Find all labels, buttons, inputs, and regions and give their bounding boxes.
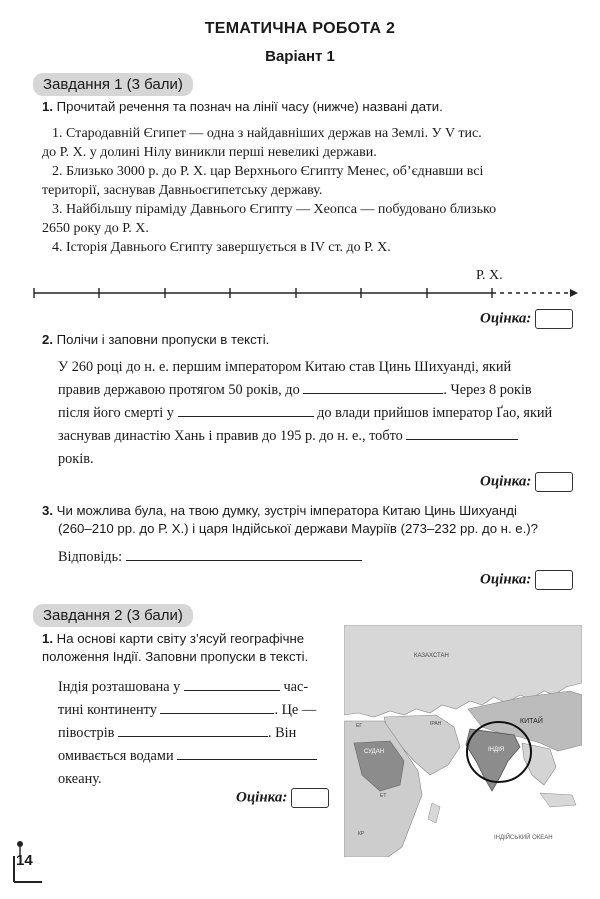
q1-number: 1. — [42, 99, 53, 114]
q1-text: Прочитай речення та познач на лінії часу (нижче) названі дати. — [56, 99, 443, 114]
q2-paragraph — [58, 356, 582, 471]
t2-text: півострів — [58, 725, 115, 741]
t2-fill-line — [58, 676, 338, 699]
task2-badge-wrap — [33, 607, 193, 625]
sentence-line: 2. Близько 3000 р. до Р. Х. цар Верхнього Єгипту Менес, об’єднавши всі — [52, 164, 484, 179]
task2-q1-prompt — [42, 630, 342, 666]
map-svg — [344, 625, 582, 857]
q2-text-part: заснував династію Хань і правив до 195 р. до н. е., тобто — [58, 428, 403, 444]
page-title: ТЕМАТИЧНА РОБОТА 2 — [204, 20, 396, 37]
t2-line: положення Індії. Заповни пропуски в тексті. — [42, 649, 309, 664]
t2-text: . Він — [268, 725, 297, 741]
t2-paragraph — [58, 676, 338, 791]
grade-input[interactable] — [535, 472, 573, 492]
q2-line: У 260 році до н. е. першим імператором Китаю став Цинь Шихуанді, який — [58, 359, 512, 375]
q2-text-part: після його смерті у — [58, 405, 174, 421]
q2-text: Полічи і заповни пропуски в тексті. — [56, 332, 270, 347]
t2-fill-line — [58, 722, 338, 745]
t2-fill-line — [58, 699, 338, 722]
q3-answer — [58, 546, 458, 569]
map-label: КР — [358, 831, 365, 837]
q2-line — [58, 379, 582, 402]
sentence-line: 3. Найбільшу піраміду Давнього Єгипту — Хеопса — побудовано близько — [52, 202, 497, 217]
q2-text-part: до влади прийшов імператор Ґао, який — [317, 405, 553, 421]
map-label: СУДАН — [364, 749, 385, 755]
page-number: 14 — [16, 852, 33, 869]
q1-sentences — [42, 124, 582, 257]
task1-q1-prompt — [42, 98, 582, 116]
variant-label: Варіант 1 — [265, 48, 335, 65]
t2-text: час- — [283, 679, 309, 695]
pin-icon — [17, 841, 23, 847]
map-label: КАЗАХСТАН — [414, 653, 449, 659]
q3-line: (260–210 рр. до Р. Х.) і царя Індійської держави Мауріїв (273–232 рр. до н. е.)? — [58, 521, 539, 536]
blank-continent[interactable] — [160, 699, 274, 714]
grade-t2 — [236, 788, 329, 808]
grade-q3 — [480, 570, 573, 590]
task1-q2-prompt — [42, 331, 582, 349]
q2-text-part: правив державою протягом 50 років, до — [58, 382, 300, 398]
t2-text: тині континенту — [58, 702, 157, 718]
blank-peninsula[interactable] — [118, 722, 268, 737]
blank-year-end[interactable] — [303, 379, 443, 394]
q3-line — [42, 502, 587, 520]
task1-q3-prompt — [42, 502, 587, 538]
grade-q2 — [480, 472, 573, 492]
t2-fill-line — [58, 745, 338, 768]
t2-text: омивається водами — [58, 748, 174, 764]
q2-number: 2. — [42, 332, 53, 347]
grade-label: Оцінка: — [480, 571, 532, 588]
sentence-line: 4. Історія Давнього Єгипту завершується в IV ст. до Р. Х. — [52, 240, 391, 255]
sentence-line: 1. Стародавній Єгипет — одна з найдавніших держав на Землі. У V тис. — [52, 126, 482, 141]
blank-ocean[interactable] — [177, 745, 317, 760]
q2-line — [58, 425, 582, 448]
answer-input[interactable] — [126, 546, 362, 561]
grade-input[interactable] — [291, 788, 329, 808]
timeline-arrow-icon — [570, 289, 578, 297]
q2-line — [58, 402, 582, 425]
grade-label: Оцінка: — [480, 310, 532, 327]
sentence-line: 2650 року до Р. Х. — [42, 221, 149, 236]
t2-fill-line: океану. — [58, 771, 102, 787]
map-label: ІНДІЙСЬКИЙ ОКЕАН — [494, 835, 553, 841]
map-label: ЕТ — [380, 793, 387, 799]
blank-year-gao[interactable] — [178, 402, 314, 417]
map-label: КИТАЙ — [520, 718, 543, 725]
task1-badge-wrap — [33, 76, 193, 94]
grade-input[interactable] — [535, 570, 573, 590]
q3-number: 3. — [42, 503, 53, 518]
grade-label: Оцінка: — [236, 789, 288, 806]
grade-label: Оцінка: — [480, 473, 532, 490]
sentence-line: до Р. Х. у долині Нілу виникли перші невеликі держави. — [42, 145, 377, 160]
task2-badge: Завдання 2 (3 бали) — [33, 604, 193, 627]
map-label: ІРАН — [430, 721, 442, 727]
t2-text: . Це — — [274, 702, 317, 718]
grade-input[interactable] — [535, 309, 573, 329]
q2-text-part: . Через 8 років — [443, 382, 532, 398]
grade-q1 — [480, 309, 573, 329]
sentence-line: території, заснував Давньоєгипетську державу. — [42, 183, 323, 198]
task1-badge: Завдання 1 (3 бали) — [33, 73, 193, 96]
answer-label: Відповідь: — [58, 549, 123, 565]
t2q1-number: 1. — [42, 631, 53, 646]
timeline-label: Р. Х. — [476, 268, 503, 283]
map-label: ЕГ — [356, 723, 363, 729]
timeline[interactable] — [30, 283, 580, 303]
blank-part[interactable] — [184, 676, 280, 691]
blank-years-ruled[interactable] — [406, 425, 518, 440]
t2q1-text: На основі карти світу з’ясуй географічне — [56, 631, 305, 646]
q3-text: Чи можлива була, на твою думку, зустріч імператора Китаю Цинь Шихуанді — [56, 503, 517, 518]
t2-text: Індія розташована у — [58, 679, 181, 695]
world-map — [344, 625, 582, 857]
q2-line: років. — [58, 451, 94, 467]
map-label: ІНДІЯ — [488, 747, 505, 753]
t2-line — [42, 630, 342, 648]
